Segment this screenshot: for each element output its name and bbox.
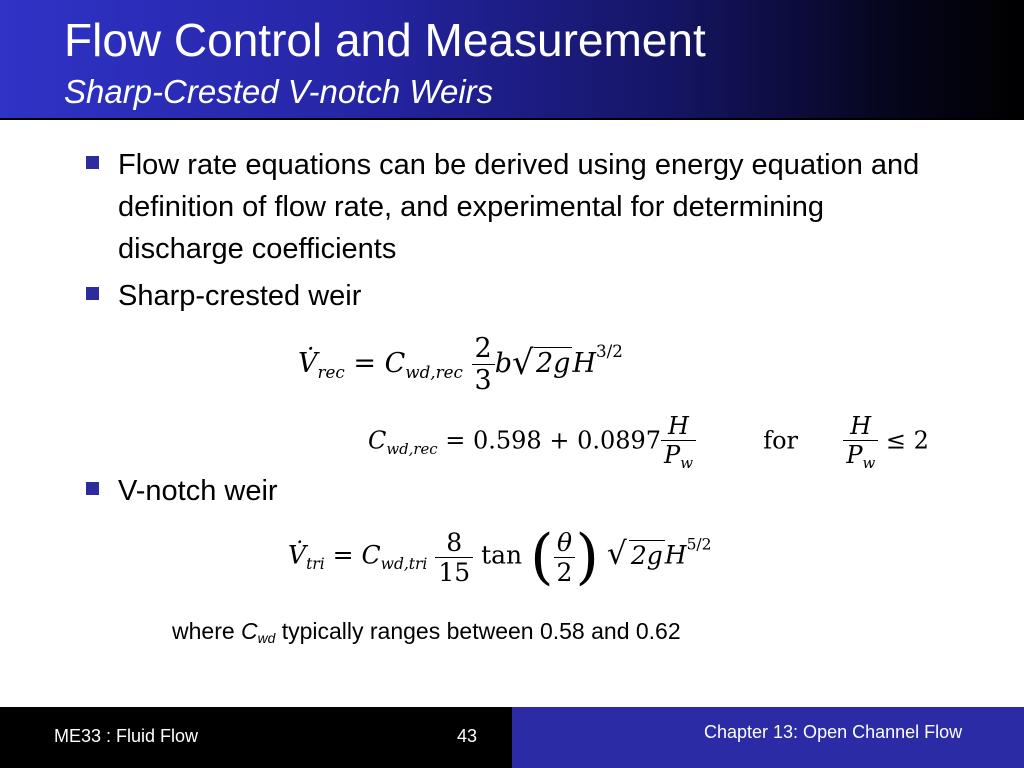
- head-symbol: H: [664, 540, 687, 570]
- radicand: 2g: [630, 540, 663, 570]
- coef-subscript: wd,rec: [386, 439, 438, 458]
- fraction-denominator: [843, 441, 878, 472]
- condition-bound: ≤ 2: [885, 426, 929, 455]
- equation-rectangular-flow: [298, 333, 623, 396]
- angle-fraction: [554, 528, 576, 587]
- fraction-denominator: 15: [438, 557, 471, 587]
- weir-height-subscript: w: [680, 454, 693, 473]
- fraction-numerator: H: [843, 412, 878, 441]
- note-suffix: typically ranges between 0.58 and 0.62: [275, 618, 681, 644]
- flow-subscript: tri: [306, 554, 325, 573]
- bullet-square-icon: [86, 287, 99, 300]
- fraction: [661, 412, 696, 472]
- equation-triangular-flow: [288, 522, 712, 592]
- coefficient-note: [172, 618, 681, 646]
- coef-subscript: wd,tri: [380, 554, 428, 573]
- radical-icon: √: [606, 535, 627, 572]
- note-symbol-subscript: wd: [257, 631, 276, 647]
- square-root: [606, 535, 665, 572]
- slide-subtitle: Sharp-Crested V-notch Weirs: [64, 73, 494, 110]
- coef-symbol: C: [361, 540, 381, 570]
- slide-header: [0, 0, 1024, 120]
- fraction-denominator: 3: [474, 365, 492, 396]
- weir-height-symbol: P: [664, 441, 681, 469]
- coef-symbol: C: [368, 426, 387, 455]
- fraction-numerator: 2: [472, 333, 495, 365]
- bullet-text: Flow rate equations can be derived using energy equation and definition of flow rate, and experimental for determining discharge coefficients: [118, 149, 920, 265]
- bullet-square-icon: [86, 156, 99, 169]
- equals-sign: =: [332, 540, 354, 570]
- fraction-denominator: [661, 441, 696, 472]
- footer-course: ME33 : Fluid Flow: [54, 726, 199, 746]
- exponent: 5/2: [686, 535, 712, 554]
- coef-subscript: wd,rec: [405, 361, 463, 382]
- fraction-numerator: 8: [435, 528, 473, 558]
- coef-symbol: C: [384, 348, 406, 379]
- fraction-denominator: 2: [556, 557, 573, 587]
- note-prefix: where: [172, 618, 242, 644]
- equation-rectangular-coefficient: [368, 412, 929, 472]
- bullet-square-icon: [86, 482, 99, 495]
- footer-page-number: 43: [457, 726, 478, 746]
- radicand: 2g: [535, 348, 571, 379]
- fraction-numerator: H: [661, 412, 696, 441]
- bullet-text: V-notch weir: [118, 475, 278, 507]
- flow-subscript: rec: [317, 361, 345, 382]
- equals-sign: =: [353, 348, 376, 379]
- angle-symbol: θ: [554, 528, 576, 558]
- square-root: [511, 343, 572, 382]
- weir-height-subscript: w: [862, 454, 876, 473]
- left-paren: (: [530, 522, 554, 592]
- tangent-function: tan: [481, 540, 523, 570]
- flow-symbol: V̇: [288, 540, 307, 570]
- head-symbol: H: [572, 348, 596, 379]
- footer-chapter: Chapter 13: Open Channel Flow: [704, 722, 963, 742]
- bullet-text: Sharp-crested weir: [118, 280, 362, 312]
- note-symbol: C: [241, 618, 258, 644]
- slide-title: Flow Control and Measurement: [64, 14, 706, 66]
- radical-icon: √: [511, 343, 534, 382]
- width-symbol: b: [494, 348, 512, 379]
- fraction: [435, 528, 473, 587]
- coef-expression: = 0.598 + 0.0897: [445, 426, 662, 455]
- exponent: 3/2: [596, 340, 623, 361]
- fraction: [472, 333, 495, 396]
- condition-fraction: [843, 412, 878, 472]
- condition-keyword: for: [763, 426, 799, 455]
- flow-symbol: V̇: [298, 348, 318, 379]
- weir-height-symbol: P: [846, 441, 863, 469]
- right-paren: ): [575, 522, 599, 592]
